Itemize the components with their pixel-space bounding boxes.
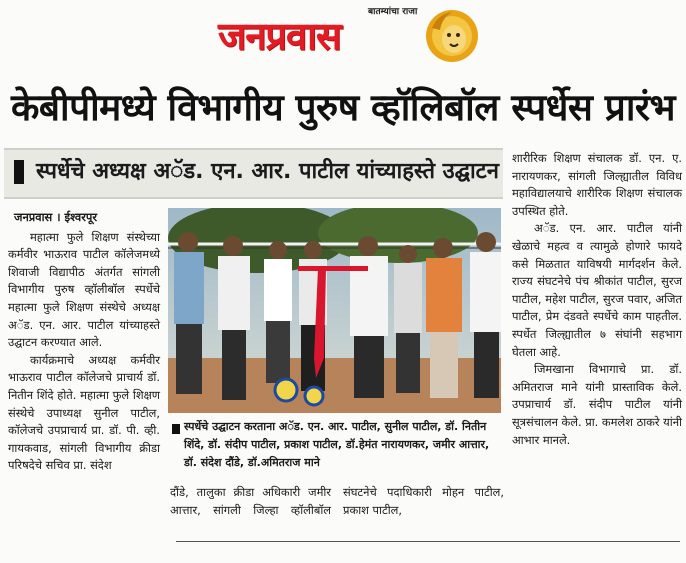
article-paragraph: शारीरिक शिक्षण संचालक डॉ. एन. ए. नारायणकर, सांगली जिल्ह्यातील विविध महाविद्यालयाचे शारीरिक शिक्षण संचालक उपस्थित होते. (512, 151, 682, 218)
headline: केबीपीमध्ये विभागीय पुरुष व्हॉलिबॉल स्पर्धेस प्रारंभ (10, 86, 676, 129)
article-paragraph: अॅड. एन. आर. पाटील यांनी खेळाचे महत्व व त्यामुळे होणारे फायदे कसे मिळतात याविषयी मार्गदर्शन केले. राज्य संघटनेचे पंच श्रीकांत पाटील, सुरज पाटील, महेश पाटील, सुरज पवार, अजित पाटील, प्रेम दंडवते स्पर्धेचे काम पाहतील. स्पर्धेत जिल्ह्यातील ७ संघांनी सहभाग घेतला आहे. (512, 221, 682, 359)
newspaper-brand: जनप्रवास (218, 14, 341, 58)
square-bullet-icon (14, 160, 24, 184)
divider-rule (176, 541, 680, 542)
lion-logo-icon (424, 8, 480, 64)
article-paragraph: महात्मा फुले शिक्षण संस्थेच्या कर्मवीर भाऊराव पाटील कॉलेजमध्ये शिवाजी विद्यापीठ अंतर्गत सांगली विभागीय पुरुष व्हॉलीबॉल स्पर्धेचे महात्मा फुले शिक्षण संस्थेचे अध्यक्ष अॅड. एन. आर. पाटील यांच्याहस्ते उद्घाटन करण्यात आले. (8, 229, 160, 350)
article-column-1 (8, 209, 160, 475)
subheadline: स्पर्धेचे अध्यक्ष अॅड. एन. आर. पाटील यांच्याहस्ते उद्घाटन (36, 159, 499, 184)
masthead (200, 4, 490, 66)
article-column-3 (512, 150, 682, 449)
article-column-2-continuation: दौंडे, तालुका क्रीडा अधिकारी जमीर आत्तार, सांगली जिल्हा व्हॉलीबॉल संघटनेचे पदाधिकारी मोहन पाटील, प्रकाश पाटील, (170, 485, 504, 517)
article-paragraph: कार्यक्रमाचे अध्यक्ष कर्मवीर भाऊराव पाटील कॉलेजचे प्राचार्य डॉ. नितीन शिंदे होते. महात्मा फुले शिक्षण संस्थेचे उपाध्यक्ष सुनील पाटील, कॉलेजचे उपप्राचार्य प्रा. डॉ. पी. व्ही. गायकवाड, सांगली विभागीय क्रीडा परिषदेचे सचिव प्रा. संदेश (8, 352, 160, 473)
event-photo (168, 208, 501, 413)
byline: जनप्रवास । ईश्वरपूर (14, 210, 98, 224)
masthead-tagline: बातम्यांचा राजा (368, 7, 418, 17)
photo-caption: स्पर्धेचे उद्घाटन करताना अॅड. एन. आर. पाटील, सुनील पाटील, डॉ. नितीन शिंदे, डॉ. संदीप पाटील, प्रकाश पाटील, डॉ.हेमंत नारायणकर, जमीर आत्तार, डॉ. संदेश दौंडे, डॉ.अमितराज माने (184, 420, 490, 469)
article-paragraph: जिमखाना विभागाचे प्रा. डॉ. अमितराज माने यांनी प्रास्ताविक केले. उपप्राचार्य डॉ. संदीप पाटील यांनी सूत्रसंचालन केले. प्रा. कमलेश ठाकरे यांनी आभार मानले. (512, 362, 682, 447)
event-photo-illustration (168, 208, 501, 413)
